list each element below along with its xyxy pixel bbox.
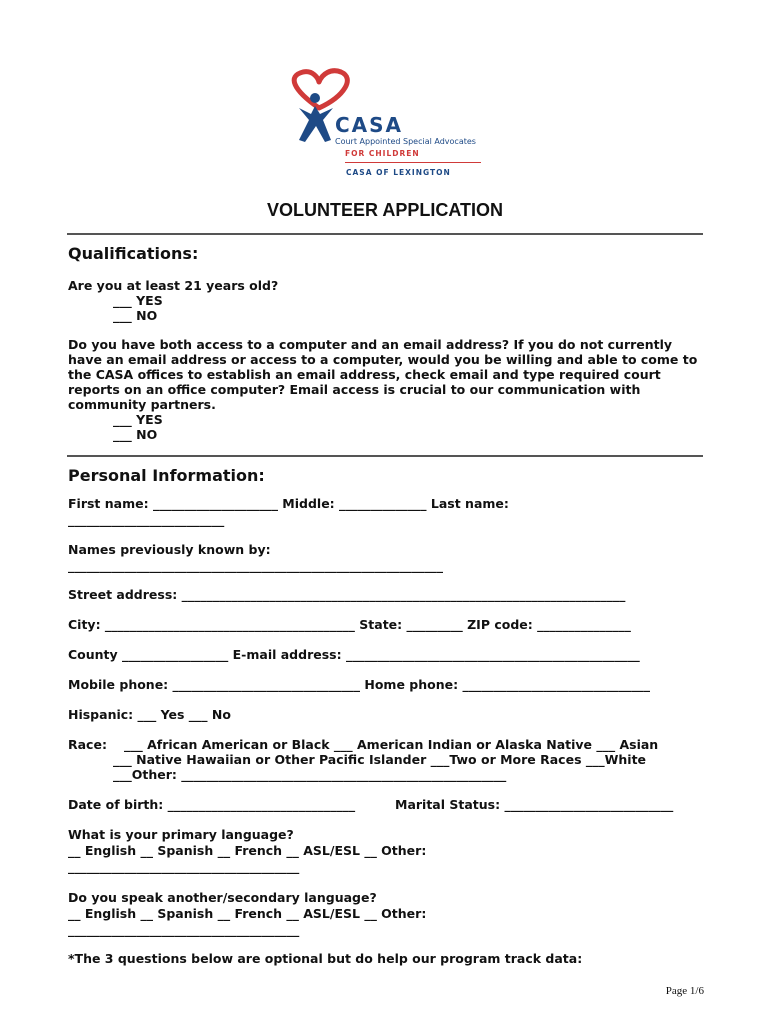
logo-divider (345, 162, 481, 163)
primary-language-options[interactable]: __ English __ Spanish __ French __ ASL/ESL __ Other: (68, 843, 427, 858)
personal-info-heading: Personal Information: (68, 466, 265, 485)
street-address-field[interactable]: Street address: _______________________________________________________________________ (68, 587, 626, 602)
casa-logo (285, 68, 485, 183)
computer-no-option[interactable]: ___ NO (113, 427, 158, 442)
date-of-birth-field[interactable]: Date of birth: ______________________________ (68, 797, 356, 812)
logo-subtitle: Court Appointed Special Advocates (335, 137, 476, 146)
logo-for-children: FOR CHILDREN (345, 149, 420, 158)
page-title: VOLUNTEER APPLICATION (266, 200, 503, 220)
secondary-language-options[interactable]: __ English __ Spanish __ French __ ASL/ESL __ Other: (68, 906, 427, 921)
section-divider (67, 455, 703, 457)
primary-language-other-field[interactable]: _____________________________________ (68, 859, 300, 874)
race-other-field[interactable]: ___Other: ____________________________________________________ (113, 767, 507, 782)
age-no-option[interactable]: ___ NO (113, 308, 158, 323)
age-yes-option[interactable]: ___ YES (113, 293, 163, 308)
county-email-field[interactable]: County _________________ E-mail address: _______________________________________________ (68, 647, 640, 662)
page-number: Page 1/6 (665, 985, 704, 997)
qualifications-heading: Qualifications: (68, 244, 199, 263)
title-divider (67, 233, 703, 235)
optional-questions-note: *The 3 questions below are optional but do help our program track data: (68, 951, 583, 966)
phone-fields[interactable]: Mobile phone: ______________________________ Home phone: ______________________________ (68, 677, 650, 692)
race-label: Race: (68, 737, 107, 752)
marital-status-field[interactable]: Marital Status: ___________________________ (395, 797, 674, 812)
name-field[interactable]: First name: ____________________ Middle: ______________ Last name: (68, 496, 509, 511)
previous-names-field[interactable]: ____________________________________________________________ (68, 558, 443, 573)
previous-names-label: Names previously known by: (68, 542, 271, 557)
age-question: Are you at least 21 years old? (68, 278, 279, 293)
hispanic-field[interactable]: Hispanic: ___ Yes ___ No (68, 707, 231, 722)
secondary-language-question: Do you speak another/secondary language? (68, 890, 377, 905)
race-options-row1[interactable]: ___ African American or Black ___ American Indian or Alaska Native ___ Asian (124, 737, 659, 752)
logo-wordmark: CASA (335, 113, 404, 137)
secondary-language-other-field[interactable]: _____________________________________ (68, 922, 300, 937)
computer-yes-option[interactable]: ___ YES (113, 412, 163, 427)
city-state-zip-field[interactable]: City: ________________________________________ State: _________ ZIP code: _______________ (68, 617, 631, 632)
computer-access-question: Do you have both access to a computer and an email address? If you do not currently have an email address or access to a computer, would you be willing and able to come to the CASA offices to establish an email address, check email and type required court reports on an office computer? Email access is crucial to our communication with community partners. (68, 337, 698, 412)
race-options-row2[interactable]: ___ Native Hawaiian or Other Pacific Islander ___Two or More Races ___White (113, 752, 647, 767)
primary-language-question: What is your primary language? (68, 827, 294, 842)
last-name-field[interactable]: _________________________ (68, 512, 225, 527)
logo-org-name: CASA OF LEXINGTON (346, 168, 451, 177)
